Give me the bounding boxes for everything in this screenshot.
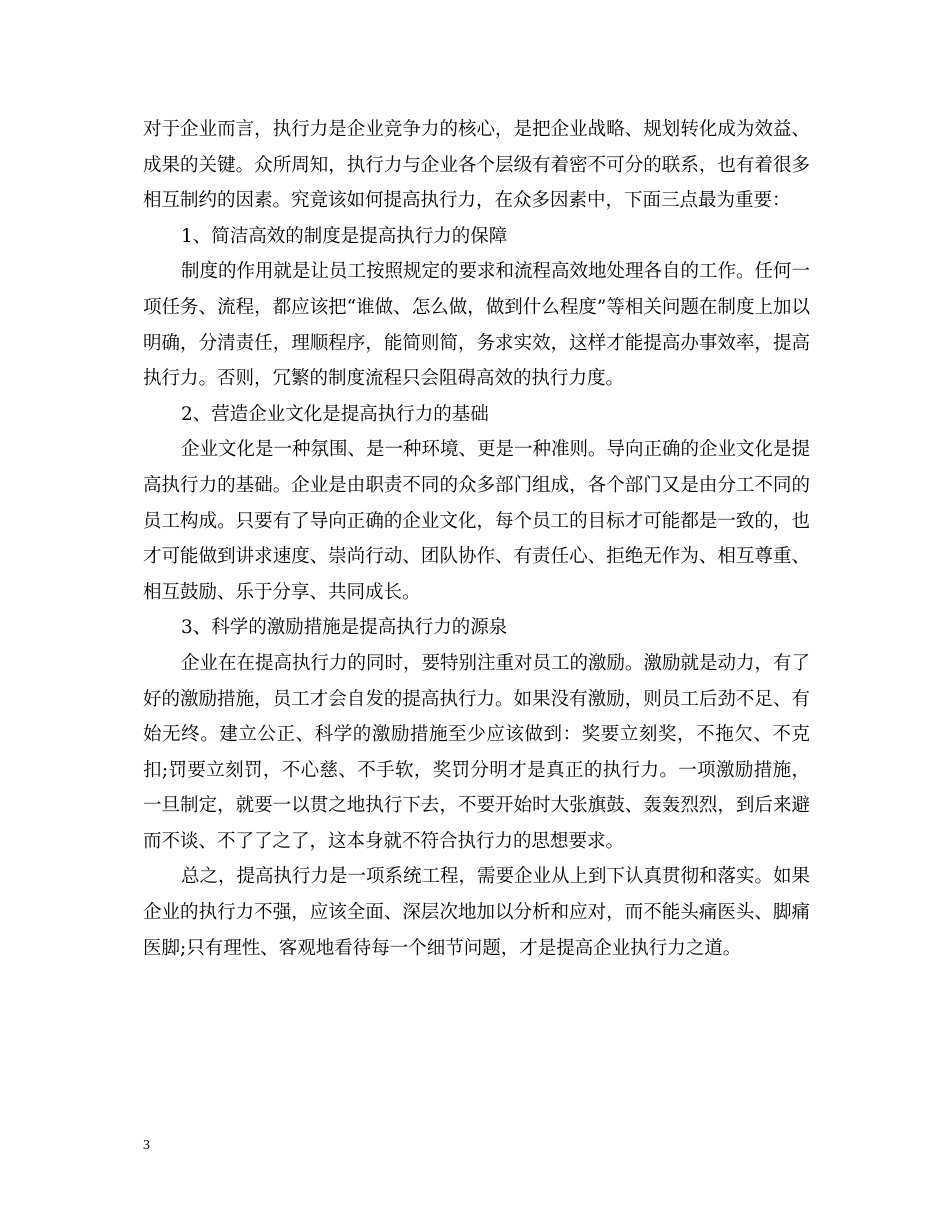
section-paragraph-2: 企业文化是一种氛围、是一种环境、更是一种准则。导向正确的企业文化是提高执行力的基础。企业是由职责不同的众多部门组成，各个部门又是由分工不同的员工构成。只要有了导向正确的企业文化，每个员工的目标才可能都是一致的，也才可能做到讲求速度、崇尚行动、团队协作、有责任心、拒绝无作为、相互尊重、相互鼓励、乐于分享、共同成长。 (143, 439, 811, 603)
page-number: 3 (143, 1138, 150, 1153)
section-heading-3: 3、科学的激励措施是提高执行力的源泉 (181, 617, 508, 639)
section-paragraph-3: 企业在在提高执行力的同时，要特别注重对员工的激励。激励就是动力，有了好的激励措施，员工才会自发的提高执行力。如果没有激励，则员工后劲不足、有始无终。建立公正、科学的激励措施至少应该做到：奖要立刻奖，不拖欠、不克扣;罚要立刻罚，不心慈、不手软，奖罚分明才是真正的执行力。一项激励措施，一旦制定，就要一以贯之地执行下去，不要开始时大张旗鼓、轰轰烈烈，到后来避而不谈、不了了之了，这本身就不符合执行力的思想要求。 (143, 652, 811, 852)
conclusion-paragraph: 总之，提高执行力是一项系统工程，需要企业从上到下认真贯彻和落实。如果企业的执行力不强，应该全面、深层次地加以分析和应对，而不能头痛医头、脚痛医脚;只有理性、客观地看待每一个细节问题，才是提高企业执行力之道。 (143, 866, 811, 959)
intro-paragraph: 对于企业而言，执行力是企业竞争力的核心，是把企业战略、规划转化成为效益、成果的关键。众所周知，执行力与企业各个层级有着密不可分的联系，也有着很多相互制约的因素。究竟该如何提高执行力，在众多因素中，下面三点最为重要： (143, 119, 810, 212)
section-heading-1: 1、简洁高效的制度是提高执行力的保障 (181, 225, 508, 247)
section-paragraph-1: 制度的作用就是让员工按照规定的要求和流程高效地处理各自的工作。任何一项任务、流程，都应该把“谁做、怎么做，做到什么程度”等相关问题在制度上加以明确，分清责任，理顺程序，能简则简，务求实效，这样才能提高办事效率，提高执行力。否则，冗繁的制度流程只会阻碍高效的执行力度。 (143, 261, 811, 390)
document-body (143, 112, 810, 966)
section-heading-2: 2、营造企业文化是提高执行力的基础 (181, 403, 489, 425)
